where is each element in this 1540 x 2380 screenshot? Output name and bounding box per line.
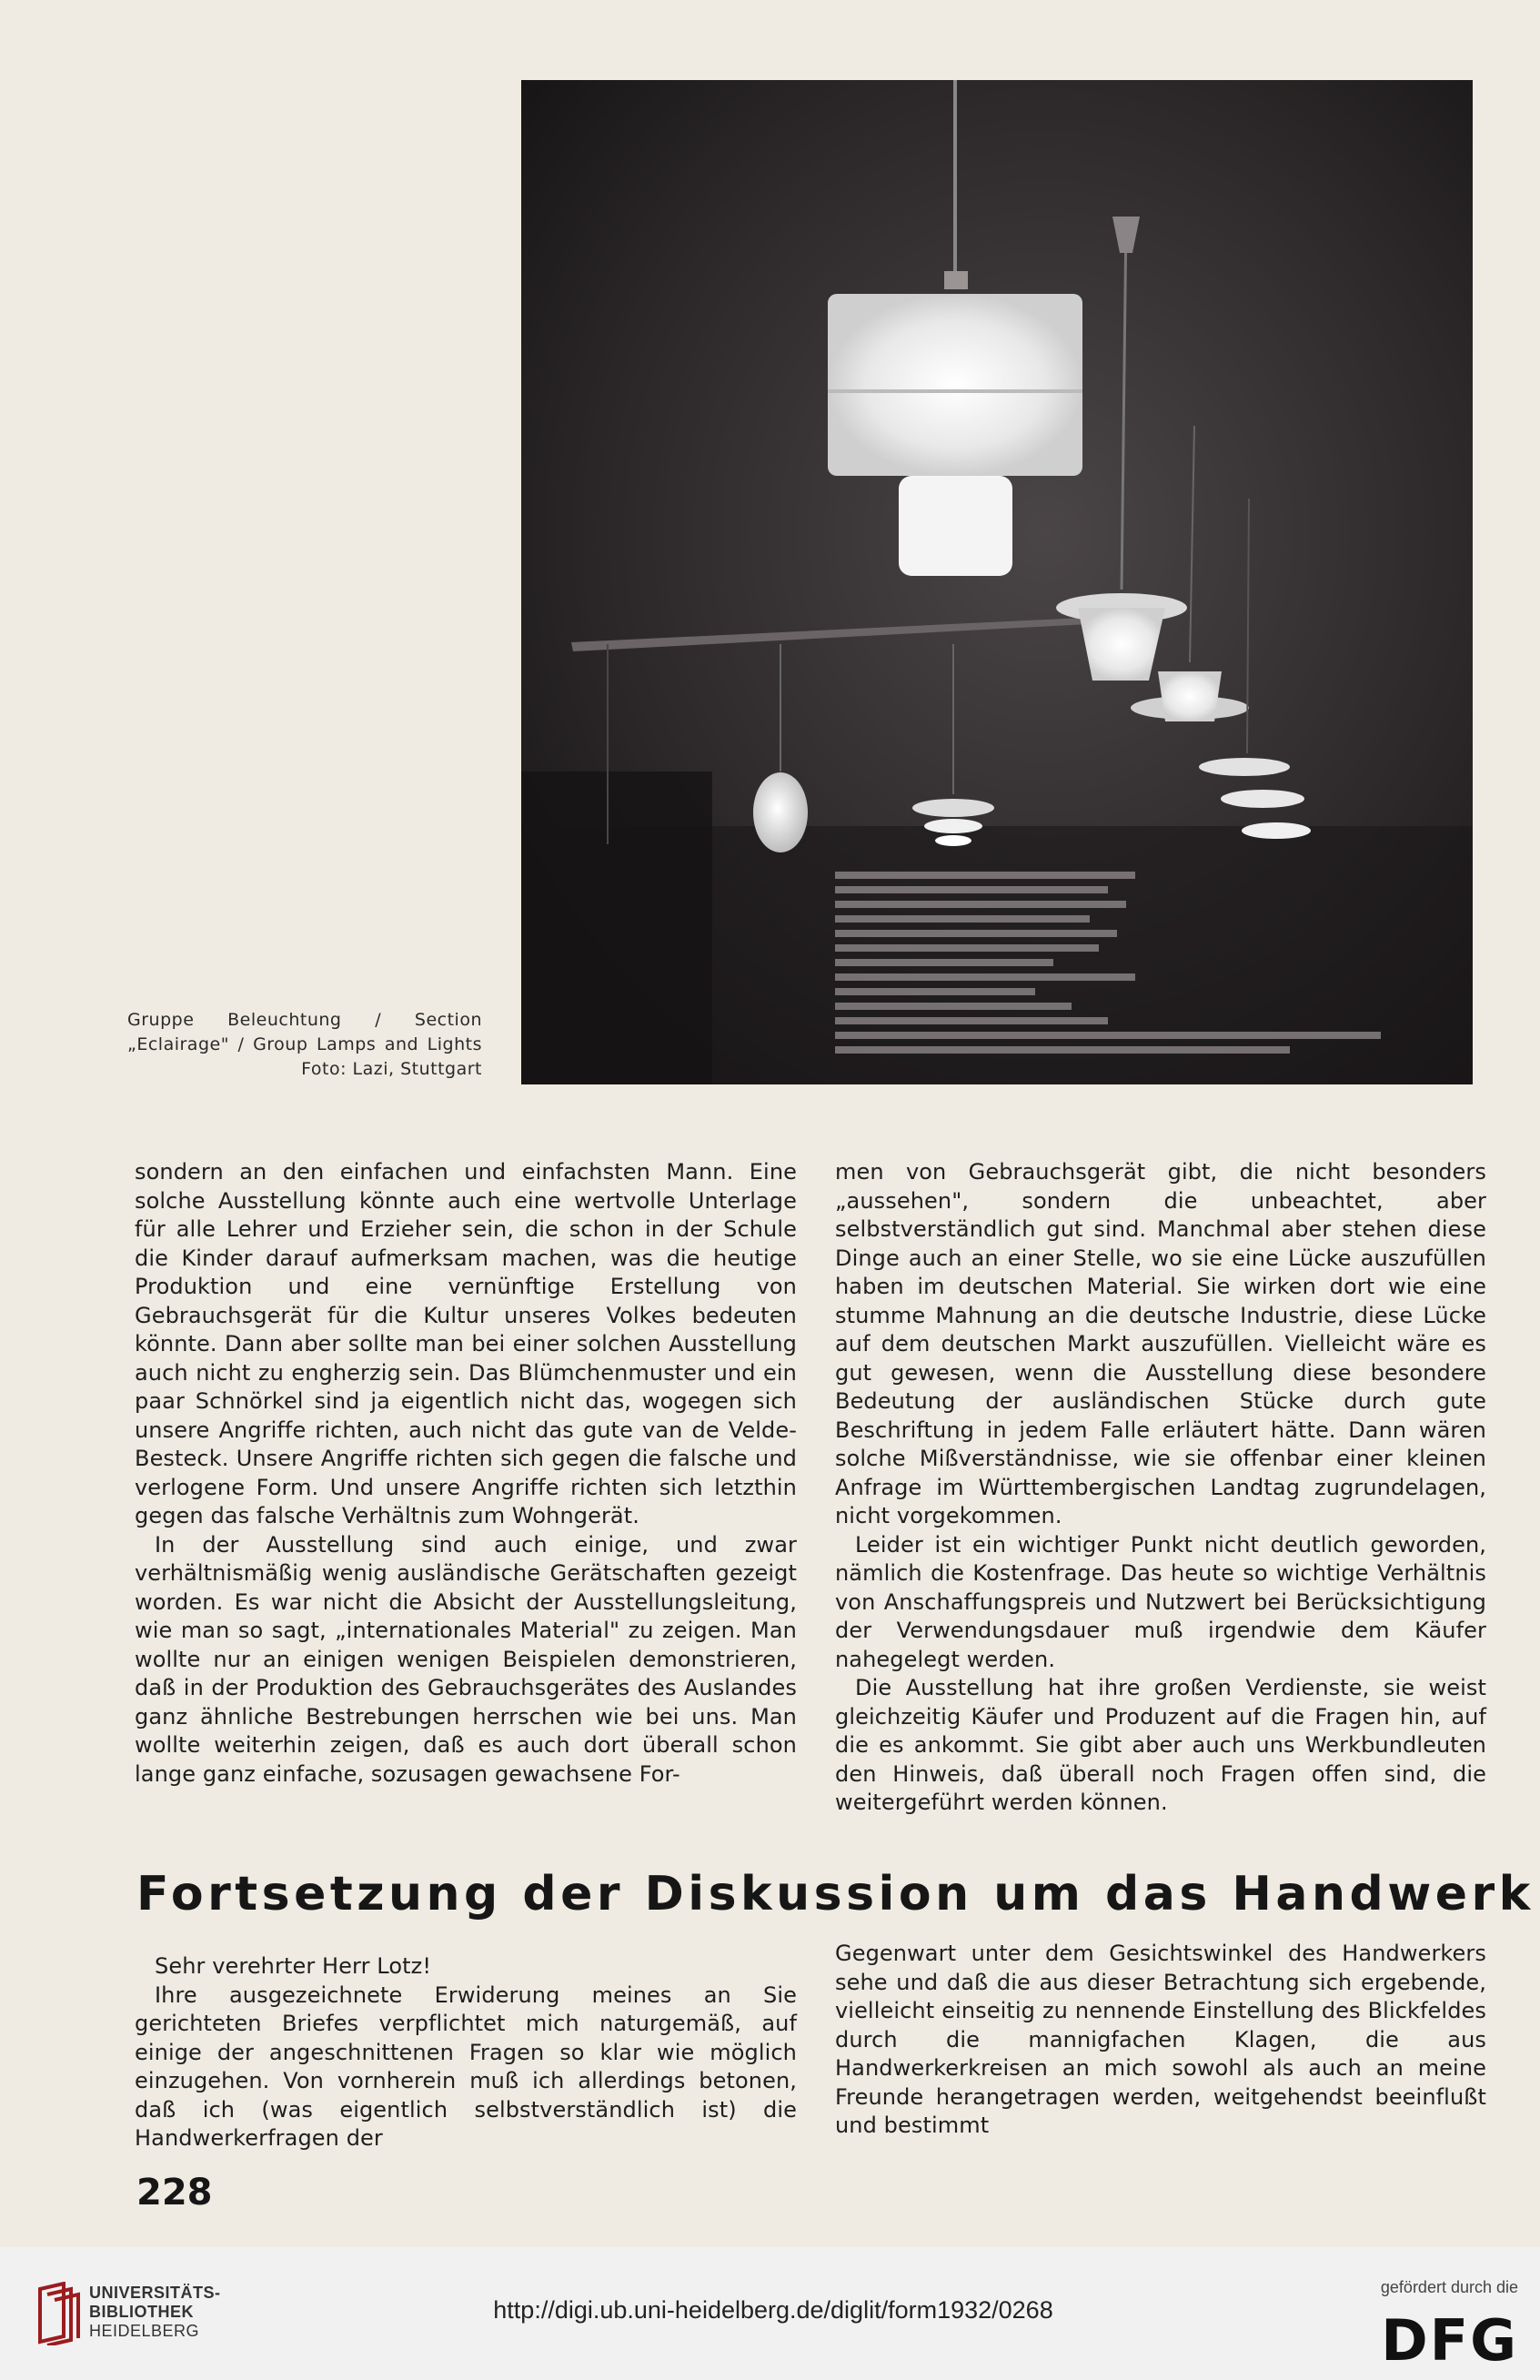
paragraph: In der Ausstellung sind auch einige, und zwar verhältnismäßig wenig ausländische Gerätschaften gezeigt worden. Es war nicht die Absicht der Ausstellungsleitung, wie man so sagt, „internationales Material" zu zeigen. Man wollte nur an einigen wenigen Beispielen demonstrieren, daß in der Produktion des Gebrauchsgerätes des Auslandes ganz ähnliche Bestrebungen herrschen wie bei uns. Man wollte weiterhin zeigen, daß es auch dort überall schon lange ganz einfache, sozusagen gewachsene For- bbox=[135, 1531, 797, 1787]
article-heading: Fortsetzung der Diskussion um das Handwerk bbox=[136, 1867, 1535, 1921]
paragraph: men von Gebrauchsgerät gibt, die nicht besonders „aussehen", sondern die unbeachtet, aber selbstverständlich gut sind. Manchmal aber stehen diese Dinge auch an einer Stelle, wo sie eine Lücke auszufüllen haben im deutschen Material. Sie wirken dort wie eine stumme Mahnung an die deutsche Industrie, diese Lücke auf dem deutschen Markt auszufüllen. Vielleicht wäre es gut gewesen, wenn die Ausstellung diese besondere Bedeutung der ausländischen Stücke durch gute Beschriftung in jedem Falle erläutert hätte. Dann wären solche Mißverständnisse, wie sie offenbar einer kleinen Anfrage im Württembergischen Landtag zugrundelagen, nicht vorgekommen. bbox=[835, 1159, 1486, 1528]
page-number: 228 bbox=[136, 2172, 213, 2214]
text-column-4 bbox=[835, 1940, 1486, 2141]
document-url[interactable]: http://digi.ub.uni-heidelberg.de/diglit/form1932/0268 bbox=[493, 2296, 1053, 2324]
library-name bbox=[89, 2284, 221, 2341]
text-column-3 bbox=[135, 1952, 797, 2153]
library-line: BIBLIOTHEK bbox=[89, 2303, 194, 2321]
paragraph: Leider ist ein wichtiger Punkt nicht deutlich geworden, nämlich die Kostenfrage. Das heute so wichtige Verhältnis von Anschaffungspreis und Nutzwert bei Berücksichtigung der Verwendungsdauer muß irgendwie dem Käufer nahegelegt werden. bbox=[835, 1531, 1486, 1672]
photo-credit: Foto: Lazi, Stuttgart bbox=[301, 1059, 482, 1079]
paragraph: Ihre ausgezeichnete Erwiderung meines an Sie gerichteten Briefes verpflichtet mich naturgemäß, auf einige der angeschnittenen Fragen so klar wie möglich einzugehen. Von vornherein muß ich allerdings betonen, daß ich (was eigentlich selbstverständlich ist) die Handwerkerfragen der bbox=[135, 1982, 797, 2151]
text-column-1 bbox=[135, 1158, 797, 1789]
lamps-photograph bbox=[521, 80, 1473, 1084]
dfg-logo: DFG bbox=[1381, 2307, 1518, 2374]
university-library-logo-icon bbox=[36, 2282, 80, 2345]
paragraph: sondern an den einfachen und einfachsten Mann. Eine solche Ausstellung könnte auch eine wertvolle Unterlage für alle Lehrer und Erzieher sein, die schon in der Schule die Kinder darauf aufmerksam machen, was die heutige Produktion und eine vernünftige Erstellung von Gebrauchsgerät für die Kultur unseres Volkes bedeuten könnte. Dann aber sollte man bei einer solchen Ausstellung auch nicht zu engherzig sein. Das Blümchenmuster und ein paar Schnörkel sind ja eigentlich nicht das, wogegen sich unsere Angriffe richten, auch nicht das gute van de Velde-Besteck. Unsere Angriffe richten sich gegen die falsche und verlogene Form. Und unsere Angriffe richten sich letzthin gegen das falsche Verhältnis zum Wohngerät. bbox=[135, 1159, 797, 1528]
library-line: HEIDELBERG bbox=[89, 2322, 200, 2340]
paragraph: Gegenwart unter dem Gesichtswinkel des Handwerkers sehe und daß die aus dieser Betrachtung sich ergebende, vielleicht einseitig zu nennende Einstellung des Blickfeldes durch die mannigfachen Klagen, die aus Handwerkerkreisen an mich sowohl als auch an meine Freunde herangetragen werden, weitgehendst beeinflußt und bestimmt bbox=[835, 1941, 1486, 2138]
paragraph: Die Ausstellung hat ihre großen Verdienste, sie weist gleichzeitig Käufer und Produzent auf die Fragen hin, auf die es ankommt. Sie gibt aber auch uns Werkbundleuten den Hinweis, daß überall noch Fragen offen sind, die weitergeführt werden können. bbox=[835, 1675, 1486, 1815]
photo-caption bbox=[127, 1008, 482, 1082]
library-line: UNIVERSITÄTS- bbox=[89, 2284, 221, 2302]
salutation: Sehr verehrter Herr Lotz! bbox=[155, 1953, 432, 1979]
caption-text: Gruppe Beleuchtung / Section „Eclairage" / Group Lamps and Lights bbox=[127, 1010, 482, 1054]
funding-label: gefördert durch die bbox=[1380, 2278, 1518, 2296]
text-column-2 bbox=[835, 1158, 1486, 1818]
